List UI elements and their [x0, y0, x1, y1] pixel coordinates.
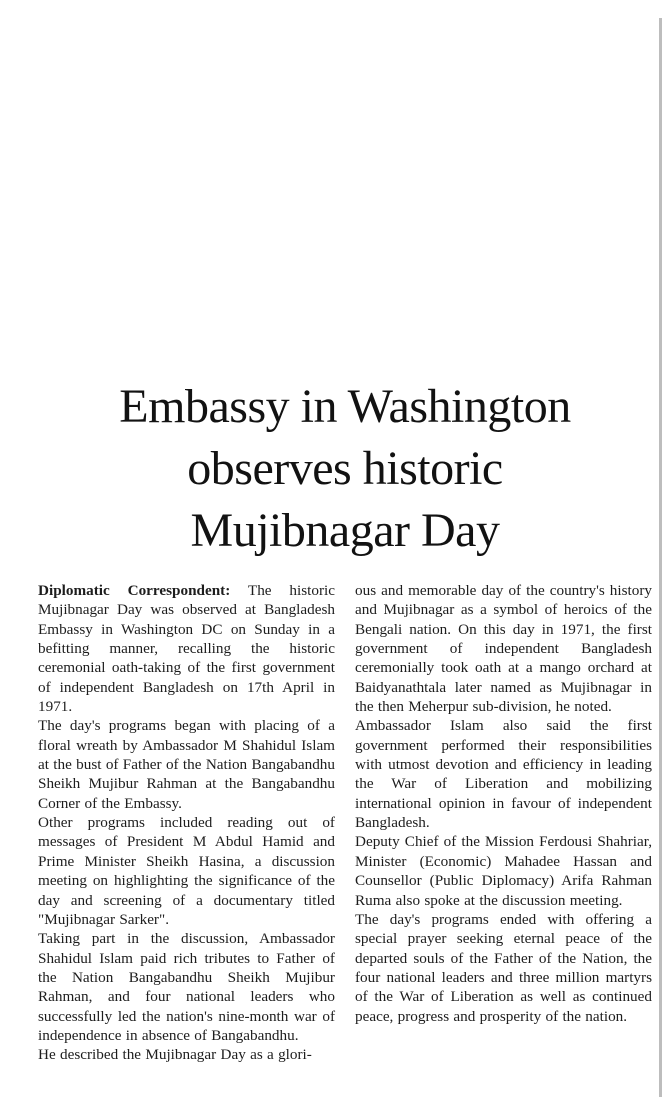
headline-line-3: Mujibnagar Day [190, 504, 500, 557]
byline-label: Diplomatic Correspondent: [38, 582, 231, 599]
article-photo [78, 31, 669, 384]
paragraph: Other programs included reading out of messages of President M Abdul Hamid and Prime Minister Sheikh Hasina, a discussion meeting on highlighting the significance of the day and screening of a documentary titled "Mujibnagar Sarker". [38, 814, 335, 928]
paragraph: The day's programs began with placing of a floral wreath by Ambassador M Shahidul Islam at the bust of Father of the Nation Bangabandhu Sheikh Mujibur Rahman at the Bangabandhu Corner of the Embassy. [38, 717, 335, 812]
paragraph: The day's programs ended with offering a special prayer seeking eternal peace of the departed souls of the Father of the Nation, the four national leaders and three million martyrs of the War of Liberation as well as continued peace, progress and prosperity of the nation. [355, 910, 652, 1025]
paragraph: Ambassador Islam also said the first government performed their responsibilities with utmost devotion and efficiency in leading the War of Liberation and mobilizing international opinion in favour of independent Bangladesh. [355, 717, 652, 832]
paragraph: Taking part in the discussion, Ambassador Shahidul Islam paid rich tributes to Father of the Nation Bangabandhu Sheikh Mujibur Rahman, and four national leaders who successfully led the nation's nine-month war of independence in absence of Bangabandhu. [38, 930, 335, 1044]
headline-line-1: Embassy in Washington [119, 380, 571, 433]
paragraph: ous and memorable day of the country's history and Mujibnagar as a symbol of heroics of the Bengali nation. On this day in 1971, the first government of independent Bangladesh ceremonially took oath at a mango orchard at Baidyanathtala later named as Mujibnagar in the then Meherpur sub-division, he noted. [355, 582, 652, 716]
right-column [355, 581, 652, 1065]
paragraph: Deputy Chief of the Mission Ferdousi Shahriar, Minister (Economic) Mahadee Hassan and Counsellor (Public Diplomacy) Arifa Rahman Ruma also spoke at the discussion meeting. [355, 833, 652, 909]
left-column [38, 581, 335, 1065]
column-rule [659, 18, 662, 1097]
paragraph: He described the Mujibnagar Day as a glori- [38, 1046, 312, 1064]
paragraph-lead [38, 581, 335, 716]
embassy-ceremony-photo [78, 31, 669, 384]
headline-line-2: observes historic [187, 442, 503, 495]
headline [36, 376, 654, 562]
lead-paragraph-text: The historic Mujibnagar Day was observed at Bangladesh Embassy in Washington DC on Sunday in a befitting manner, recalling the historic ceremonial oath-taking of the first government of independent Bangladesh on 17th April in 1971. [38, 582, 335, 716]
article-body [38, 581, 652, 1065]
